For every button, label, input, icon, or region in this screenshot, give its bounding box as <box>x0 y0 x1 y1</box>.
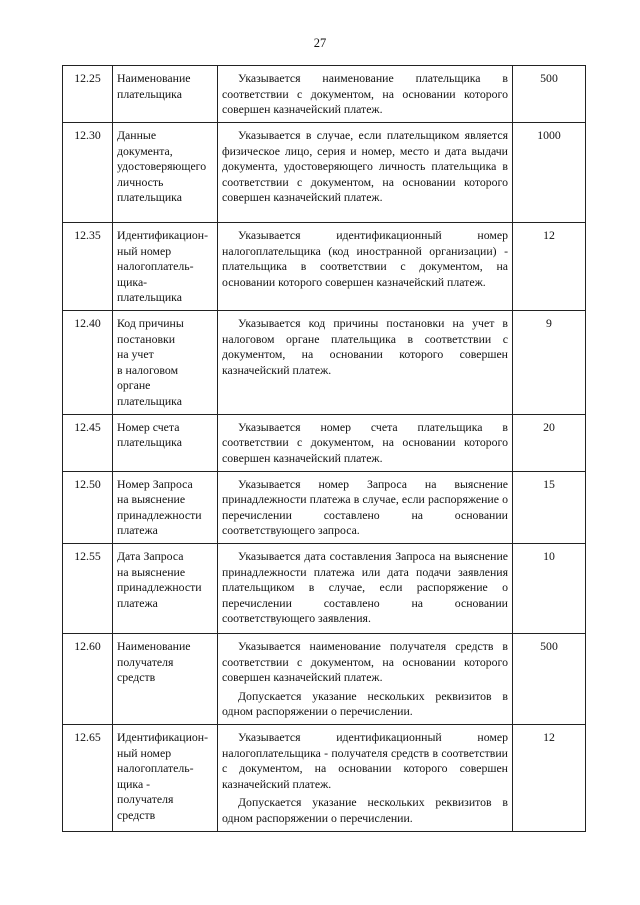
table-row <box>63 543 586 633</box>
field-description <box>218 543 513 633</box>
table-row <box>63 223 586 311</box>
field-length: 20 <box>513 414 586 471</box>
field-code: 12.60 <box>63 633 113 724</box>
field-code: 12.40 <box>63 311 113 415</box>
field-name: Наименование плательщика <box>113 66 218 123</box>
field-code: 12.30 <box>63 123 113 223</box>
field-length: 1000 <box>513 123 586 223</box>
description-paragraph: Указывается номер счета плательщика в соответствии с документом, на основании которого совершен казначейский платеж. <box>222 419 508 465</box>
table-row <box>63 66 586 123</box>
description-paragraph: Указывается код причины постановки на учет в налоговом органе плательщика в соответствии с документом, на основании которого совершен казначейский платеж. <box>222 316 508 377</box>
description-paragraph: Допускается указание нескольких реквизитов в одном распоряжении о перечислении. <box>222 688 508 719</box>
field-description <box>218 724 513 831</box>
field-code: 12.55 <box>63 543 113 633</box>
field-description <box>218 471 513 543</box>
field-description <box>218 311 513 415</box>
field-name: Наименование получателя средств <box>113 633 218 724</box>
field-code: 12.45 <box>63 414 113 471</box>
field-name: Номер Запроса на выяснение принадлежности платежа <box>113 471 218 543</box>
field-length: 9 <box>513 311 586 415</box>
field-name: Идентификацион- ный номер налогоплатель- щика- плательщика <box>113 223 218 311</box>
description-paragraph: Указывается дата составления Запроса на выяснение принадлежности платежа или дата подачи заявления плательщиком в случае, если распоряжение о перечислении составлено на основании соответствующего заявления. <box>222 548 508 626</box>
description-paragraph: Указывается идентификационный номер налогоплательщика (код иностранной организации) - плательщика в соответствии с документом, на основании которого совершен казначейский платеж. <box>222 228 508 289</box>
requisites-table <box>62 65 586 832</box>
table-row <box>63 414 586 471</box>
field-description <box>218 66 513 123</box>
field-description <box>218 633 513 724</box>
field-name: Код причины постановки на учет в налоговом органе плательщика <box>113 311 218 415</box>
table-row <box>63 471 586 543</box>
description-paragraph: Указывается наименование получателя средств в соответствии с документом, на основании которого совершен казначейский платеж. <box>222 638 508 685</box>
description-paragraph: Указывается наименование плательщика в соответствии с документом, на основании которого совершен казначейский платеж. <box>222 71 508 117</box>
table-row <box>63 633 586 724</box>
field-description <box>218 414 513 471</box>
requisites-table-body <box>63 66 586 832</box>
table-row <box>63 123 586 223</box>
page-number: 27 <box>313 36 327 50</box>
description-paragraph: Допускается указание нескольких реквизитов в одном распоряжении о перечислении. <box>222 795 508 825</box>
field-code: 12.25 <box>63 66 113 123</box>
field-description <box>218 223 513 311</box>
table-row <box>63 311 586 415</box>
field-length: 12 <box>513 223 586 311</box>
field-name: Идентификацион- ный номер налогоплатель- щика - получателя средств <box>113 724 218 831</box>
field-length: 10 <box>513 543 586 633</box>
field-name: Дата Запроса на выяснение принадлежности платежа <box>113 543 218 633</box>
field-description <box>218 123 513 223</box>
field-length: 12 <box>513 724 586 831</box>
field-name: Данные документа, удостоверяющего личность плательщика <box>113 123 218 223</box>
description-paragraph: Указывается идентификационный номер налогоплательщика - получателя средств в соответствии с документом, на основании которого совершен казначейский платеж. <box>222 729 508 791</box>
field-name: Номер счета плательщика <box>113 414 218 471</box>
table-row <box>63 724 586 831</box>
field-length: 15 <box>513 471 586 543</box>
field-length: 500 <box>513 66 586 123</box>
description-paragraph: Указывается в случае, если плательщиком является физическое лицо, серия и номер, место и дата выдачи документа, удостоверяющего личность плательщика в соответствии с документом, на основании которого совершен казначейский платеж. <box>222 128 508 205</box>
field-code: 12.50 <box>63 471 113 543</box>
field-length: 500 <box>513 633 586 724</box>
description-paragraph: Указывается номер Запроса на выяснение принадлежности платежа в случае, если распоряжение о перечислении составлено на основании соответствующего запроса. <box>222 476 508 538</box>
field-code: 12.65 <box>63 724 113 831</box>
field-code: 12.35 <box>63 223 113 311</box>
